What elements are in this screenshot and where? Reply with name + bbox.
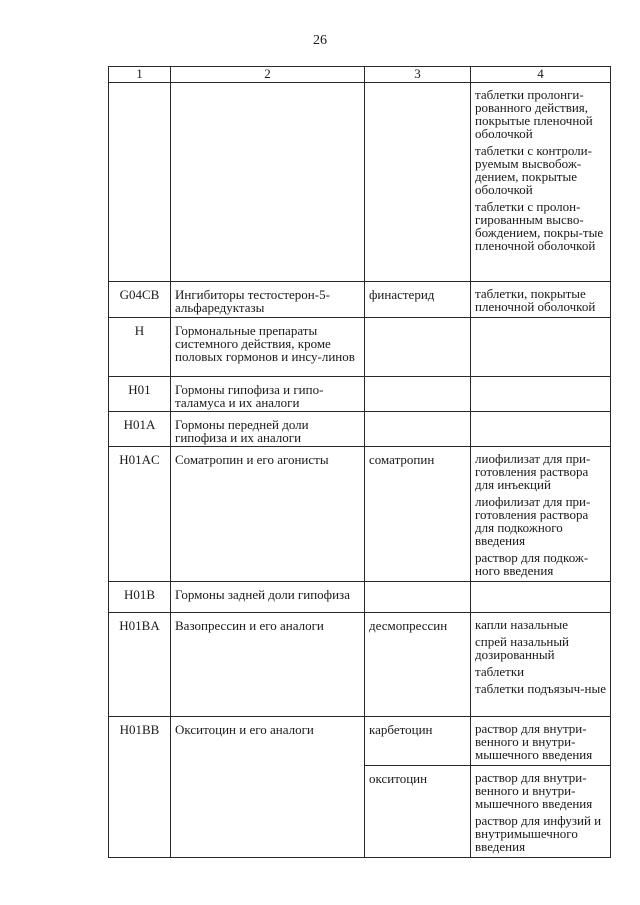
dosage-form: таблетки, покрытые пленочной оболочкой: [475, 286, 596, 314]
table-row: [109, 717, 611, 766]
dosage-forms: [471, 318, 611, 377]
dosage-form: таблетки: [475, 664, 525, 679]
group-name: Гормональные препараты системного действия, кроме половых гормонов и инсу-линов: [171, 318, 365, 377]
dosage-form: раствор для подкож-ного введения: [475, 550, 589, 578]
dosage-forms: [471, 377, 611, 412]
table-row: [109, 83, 611, 282]
atc-code: H01BB: [109, 717, 171, 858]
dosage-form: раствор для внутри-венного и внутри-мышечного введения: [475, 770, 593, 811]
table-row: [109, 582, 611, 613]
dosage-forms: [471, 412, 611, 447]
atc-code: H: [109, 318, 171, 377]
dosage-forms: [471, 582, 611, 613]
column-header-3: 3: [365, 67, 471, 83]
dosage-form: лиофилизат для при-готовления раствора для инъекций: [475, 451, 591, 492]
dosage-forms: [471, 83, 611, 282]
header-row: [109, 67, 611, 83]
dosage-form: спрей назальный дозированный: [475, 634, 570, 662]
dosage-form: таблетки подъязыч-ные: [475, 681, 606, 696]
group-name: Ингибиторы тестостерон-5-альфаредуктазы: [171, 282, 365, 318]
inn-name: [365, 318, 471, 377]
atc-code: G04CB: [109, 282, 171, 318]
inn-name: окситоцин: [365, 766, 471, 858]
column-header-4: 4: [471, 67, 611, 83]
dosage-forms: [471, 447, 611, 582]
inn-name: финастерид: [365, 282, 471, 318]
dosage-form: таблетки с пролон-гированным высво-бождением, покры-тые пленочной оболочкой: [475, 199, 604, 253]
inn-name: соматропин: [365, 447, 471, 582]
table-row: [109, 447, 611, 582]
dosage-form: раствор для инфузий и внутримышечного введения: [475, 813, 602, 854]
inn-name: [365, 582, 471, 613]
group-name: Соматропин и его агонисты: [171, 447, 365, 582]
dosage-form: капли назальные: [475, 617, 568, 632]
inn-name: [365, 377, 471, 412]
atc-code: H01BA: [109, 613, 171, 717]
inn-name: карбетоцин: [365, 717, 471, 766]
dosage-form: раствор для внутри-венного и внутри-мышечного введения: [475, 721, 593, 762]
table-row: [109, 318, 611, 377]
table-row: [109, 377, 611, 412]
dosage-forms: [471, 766, 611, 858]
column-header-2: 2: [171, 67, 365, 83]
table-row: [109, 412, 611, 447]
atc-code: H01AC: [109, 447, 171, 582]
atc-code: H01B: [109, 582, 171, 613]
inn-name: [365, 83, 471, 282]
dosage-forms: [471, 717, 611, 766]
group-name: Гормоны гипофиза и гипо-таламуса и их аналоги: [171, 377, 365, 412]
group-name: Гормоны задней доли гипофиза: [171, 582, 365, 613]
dosage-forms: [471, 613, 611, 717]
table-row: [109, 282, 611, 318]
page-number: 26: [313, 33, 327, 48]
dosage-forms: [471, 282, 611, 318]
dosage-form: таблетки пролонги-рованного действия, покрытые пленочной оболочкой: [475, 87, 593, 141]
group-name: [171, 83, 365, 282]
atc-code: H01A: [109, 412, 171, 447]
column-header-1: 1: [109, 67, 171, 83]
table-row: [109, 613, 611, 717]
inn-name: [365, 412, 471, 447]
drug-table: [108, 66, 611, 858]
dosage-form: таблетки с контроли-руемым высвобож-дением, покрытые оболочкой: [475, 143, 592, 197]
group-name: Гормоны передней доли гипофиза и их аналоги: [171, 412, 365, 447]
atc-code: H01: [109, 377, 171, 412]
group-name: Окситоцин и его аналоги: [171, 717, 365, 858]
atc-code: [109, 83, 171, 282]
dosage-form: лиофилизат для при-готовления раствора для подкожного введения: [475, 494, 591, 548]
inn-name: десмопрессин: [365, 613, 471, 717]
group-name: Вазопрессин и его аналоги: [171, 613, 365, 717]
